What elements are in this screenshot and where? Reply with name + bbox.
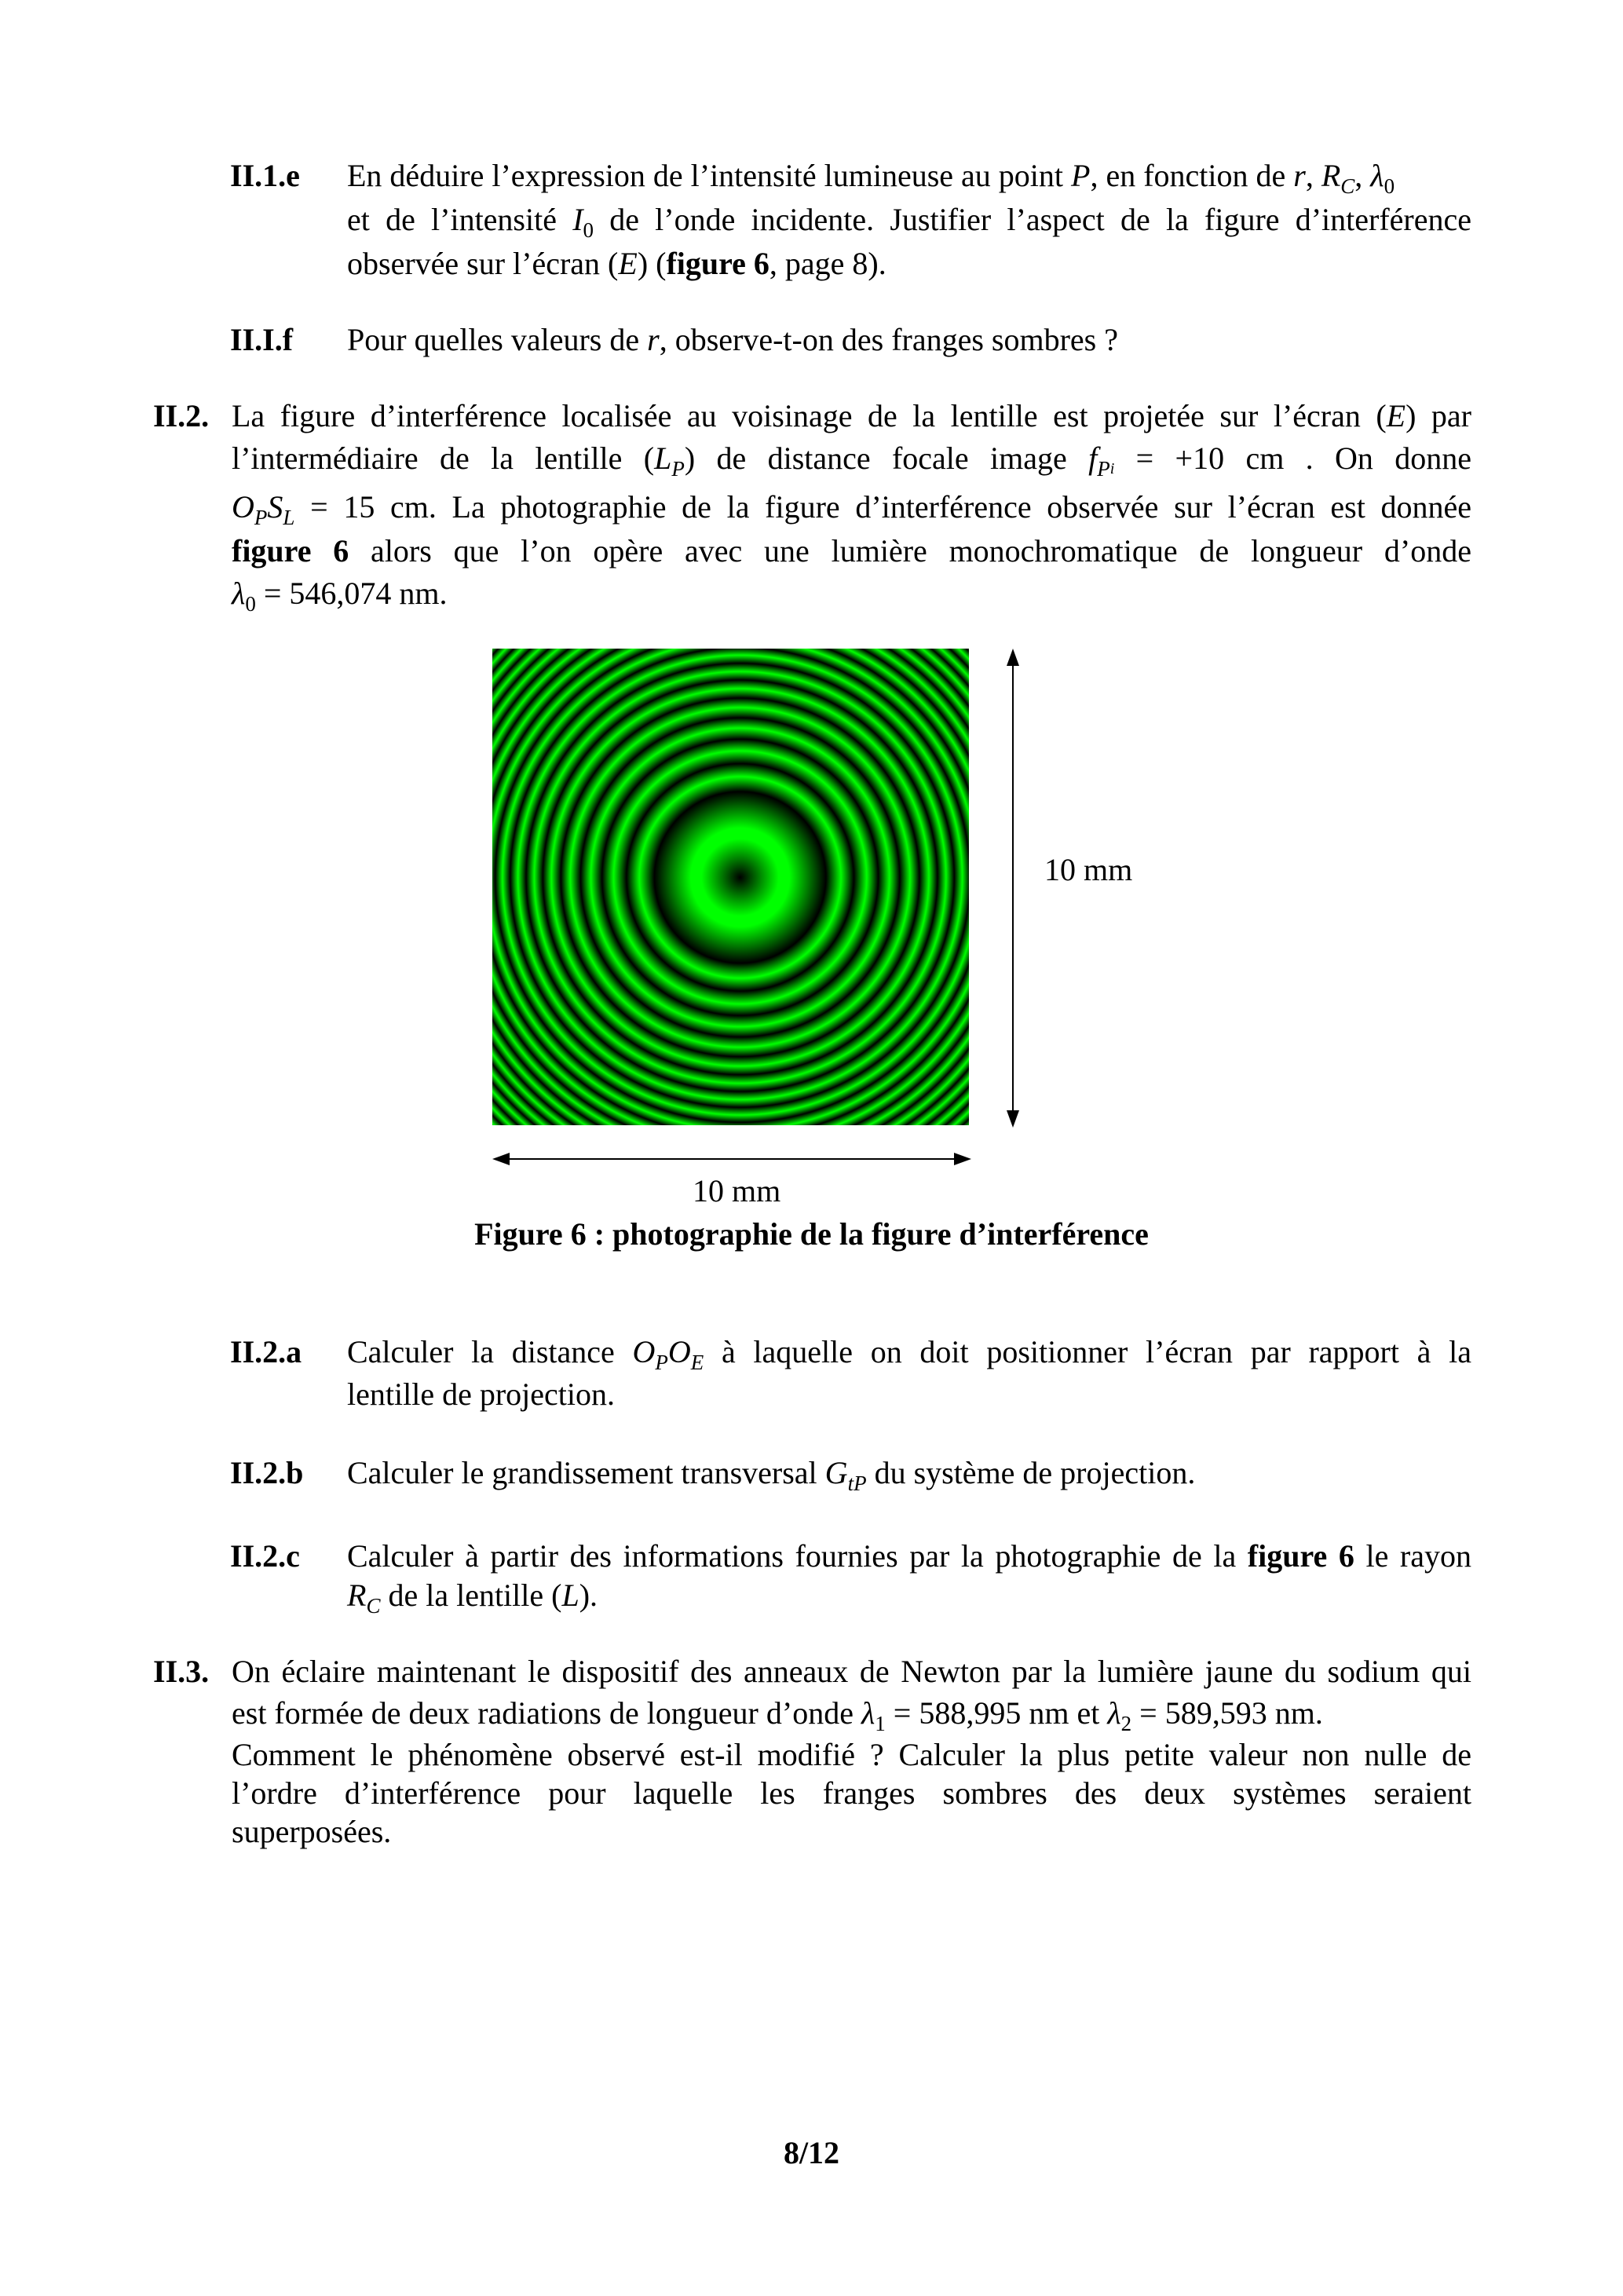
paragraph-II-3-line2: est formée de deux radiations de longueur d’onde $\lambda_1 = 588,995$ nm et $\lambda_2 = 589,593$ nm.	[232, 1695, 1323, 1735]
label-II-1-e: II.1.e	[230, 158, 300, 193]
height-dimension-arrow	[1005, 649, 1021, 1128]
paragraph-II-1-e-line2: et de l’intensité $I_0$ de l’onde incidente. Justifier l’aspect de la figure d’interférence	[347, 202, 1471, 242]
paragraph-II-1-e-line3: observée sur l’écran (E) (figure 6, page 8).	[347, 246, 886, 281]
paragraph-II-3-line3: Comment le phénomène observé est-il modifié ? Calculer la plus petite valeur non nulle de	[232, 1737, 1471, 1772]
paragraph-II-1-e-line1: En déduire l’expression de l’intensité lumineuse au point P, en fonction de r, $R_C$, $\lambda_0$	[347, 158, 1395, 198]
paragraph-II-2-line3: $O_PS_L = 15$ cm. La photographie de la figure d’interférence observée sur l’écran est donnée	[232, 489, 1471, 529]
label-II-3: II.3.	[153, 1654, 210, 1689]
paragraph-II-2-c-line2: $R_C$ de la lentille (L).	[347, 1578, 598, 1618]
width-dimension-arrow	[492, 1151, 971, 1167]
label-II-2-c: II.2.c	[230, 1538, 300, 1574]
paragraph-II-I-f: Pour quelles valeurs de r, observe-t-on des franges sombres ?	[347, 322, 1118, 357]
figure-caption: Figure 6 : photographie de la figure d’interférence	[474, 1216, 1149, 1252]
width-dimension-label: 10 mm	[693, 1173, 781, 1208]
label-II-2: II.2.	[153, 398, 210, 433]
paragraph-II-3-line5: superposées.	[232, 1814, 392, 1849]
paragraph-II-2-c-line1: Calculer à partir des informations fournies par la photographie de la figure 6 le rayon	[347, 1538, 1471, 1574]
page-number: 8/12	[783, 2135, 840, 2170]
paragraph-II-2-a-line2: lentille de projection.	[347, 1377, 615, 1412]
interference-rings-photo	[492, 649, 969, 1125]
paragraph-II-3-line4: l’ordre d’interférence pour laquelle les franges sombres des deux systèmes seraient	[232, 1775, 1471, 1811]
height-dimension-label: 10 mm	[1044, 852, 1133, 887]
paragraph-II-3-line1: On éclaire maintenant le dispositif des anneaux de Newton par la lumière jaune du sodium qui	[232, 1654, 1471, 1689]
paragraph-II-2-line1: La figure d’interférence localisée au voisinage de la lentille est projetée sur l’écran (E) par	[232, 398, 1471, 433]
label-II-I-f: II.I.f	[230, 322, 294, 357]
label-II-2-a: II.2.a	[230, 1334, 302, 1369]
label-II-2-b: II.2.b	[230, 1455, 304, 1490]
paragraph-II-2-b: Calculer le grandissement transversal $G_{tP}$ du système de projection.	[347, 1455, 1196, 1495]
paragraph-II-2-line5: $\lambda_0 = 546,074$ nm.	[232, 576, 448, 616]
paragraph-II-2-line2: l’intermédiaire de la lentille $(L_P)$ de distance focale image $f_Pi = +10$ cm . On donne	[232, 441, 1472, 481]
paragraph-II-2-a-line1: Calculer la distance $O_PO_E$ à laquelle on doit positionner l’écran par rapport à la	[347, 1334, 1471, 1374]
paragraph-II-2-line4: figure 6 alors que l’on opère avec une lumière monochromatique de longueur d’onde	[232, 533, 1471, 569]
